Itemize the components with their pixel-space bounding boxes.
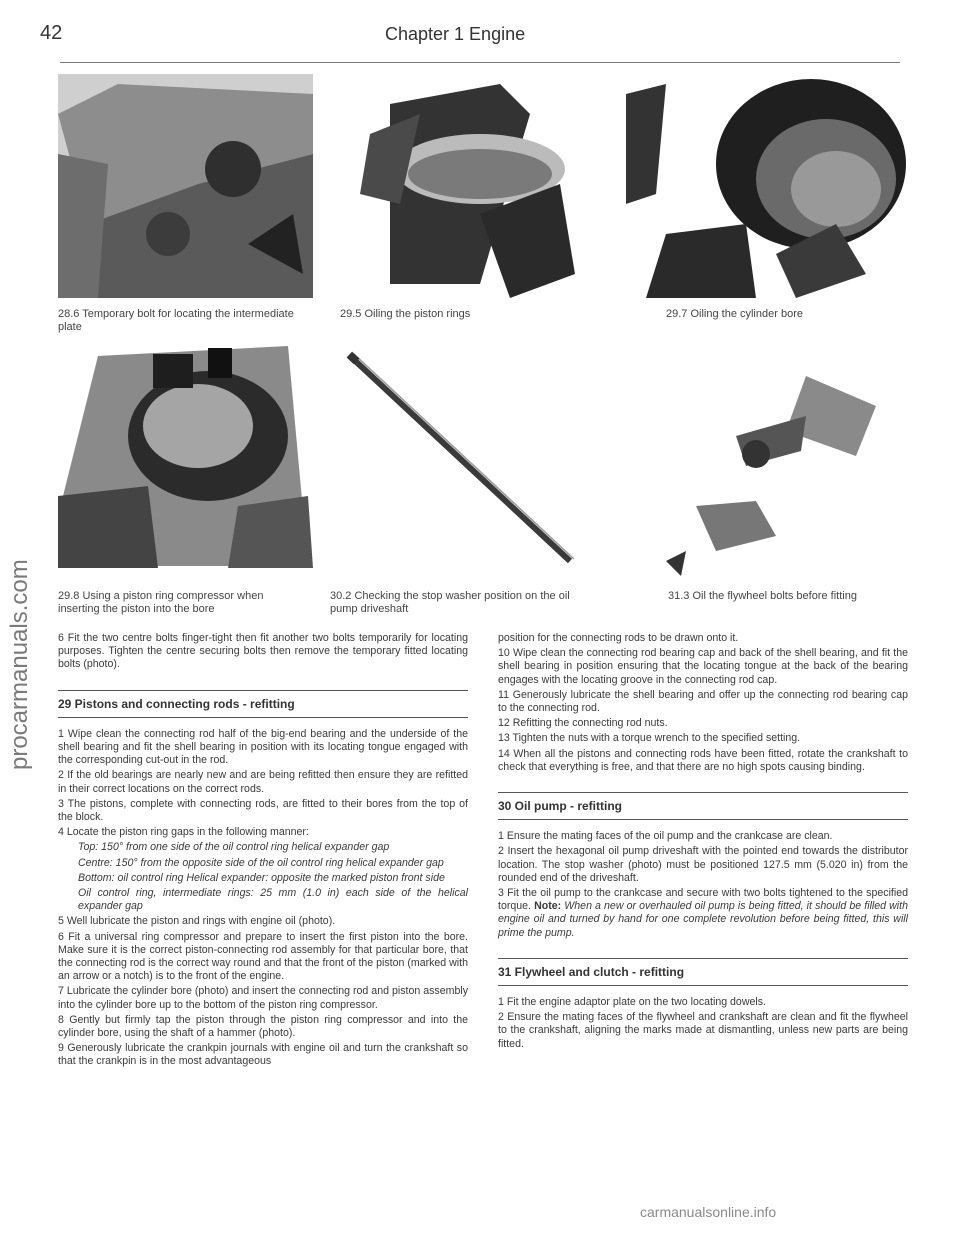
section-30-heading: 30 Oil pump - refitting — [498, 792, 908, 820]
paragraph: 12 Refitting the connecting rod nuts. — [498, 717, 668, 730]
paragraph: position for the connecting rods to be drawn onto it. — [498, 632, 739, 644]
paragraph: 8 Gently but firmly tap the piston through the piston ring compressor and into the cylinder bore, using the shaft of a hammer (photo). — [58, 1013, 468, 1040]
paragraph: 3 The pistons, complete with connecting rods, are fitted to their bores from the top of the block. — [58, 797, 468, 824]
paragraph: 4 Locate the piston ring gaps in the following manner: — [58, 826, 309, 839]
note-text: When a new or overhauled oil pump is being fitted, it should be filled with engine oil and turned by hand for one complete revolution before being fitted, this will prime the pump. — [498, 900, 908, 939]
note-label: Note: — [534, 900, 562, 913]
photo-29-7 — [626, 74, 908, 298]
paragraph — [498, 887, 908, 940]
paragraph: 11 Generously lubricate the shell bearing and offer up the connecting rod bearing cap to the connecting rod. — [498, 688, 908, 715]
footer-watermark: carmanualsonline.info — [640, 1204, 777, 1220]
paragraph: 14 When all the pistons and connecting rods have been fitted, rotate the crankshaft to check that everything is free, and that there are no high spots causing binding. — [498, 747, 908, 773]
photo-30-2 — [330, 336, 602, 576]
caption-29-5: 29.5 Oiling the piston rings — [340, 308, 471, 320]
caption-29-7: 29.7 Oiling the cylinder bore — [666, 308, 803, 320]
paragraph-28-6: 6 Fit the two centre bolts finger-tight then fit another two bolts temporarily for locating purposes. Tighten the centre securing bolts then remove the temporary fitted locating bolts (photo). — [58, 632, 468, 671]
paragraph-text: 3 Fit the oil pump to the crankcase and secure with two bolts tightened to the specified torque. — [498, 887, 908, 913]
ring-gap-item: Centre: 150° from the opposite side of the oil control ring helical expander gap — [78, 856, 444, 869]
paragraph: 1 Ensure the mating faces of the oil pump and the crankcase are clean. — [498, 830, 833, 843]
paragraph: 5 Well lubricate the piston and rings with engine oil (photo). — [58, 915, 336, 928]
ring-gap-item: Bottom: oil control ring Helical expander: opposite the marked piston front side — [78, 871, 445, 884]
caption-28-6: 28.6 Temporary bolt for locating the intermediate plate — [58, 308, 294, 333]
paragraph: 6 Fit a universal ring compressor and prepare to insert the first piston into the bore. Make sure it is the correct piston-connecting rod assembly for that particular bore, that the connecting rod is the correct way round and that the front of the piston (marked with an arrow or a notch) is to the front of the engine. — [58, 930, 468, 983]
caption-29-8: 29.8 Using a piston ring compressor when inserting the piston into the bore — [58, 590, 264, 615]
paragraph: 2 Insert the hexagonal oil pump driveshaft with the pointed end towards the distributor location. The stop washer (photo) must be positioned 127.5 mm (5.020 in) from the rounded end of the driveshaft. — [498, 845, 908, 884]
side-watermark: procarmanuals.com — [6, 559, 33, 770]
section-29-heading: 29 Pistons and connecting rods - refitting — [58, 690, 468, 718]
ring-gap-list — [58, 841, 468, 913]
right-column — [498, 632, 908, 1053]
page-number: 42 — [40, 22, 63, 44]
caption-30-2: 30.2 Checking the stop washer position on the oil pump driveshaft — [330, 590, 570, 615]
paragraph: 9 Generously lubricate the crankpin journals with engine oil and turn the crankshaft so that the crankpin is in the most advantageous — [58, 1042, 468, 1068]
ring-gap-item: Top: 150° from one side of the oil control ring helical expander gap — [78, 841, 390, 854]
photo-29-8 — [58, 336, 313, 568]
header-rule — [60, 62, 900, 63]
paragraph: 2 If the old bearings are nearly new and are being refitted then ensure they are refitted in their correct locations on the correct rods. — [58, 769, 468, 795]
photo-31-3 — [626, 336, 908, 576]
paragraph: 13 Tighten the nuts with a torque wrench to the specified setting. — [498, 732, 801, 745]
photo-29-5 — [330, 74, 602, 298]
caption-31-3: 31.3 Oil the flywheel bolts before fitting — [668, 590, 857, 602]
photo-28-6 — [58, 74, 313, 298]
section-31-heading: 31 Flywheel and clutch - refitting — [498, 958, 908, 986]
paragraph: 7 Lubricate the cylinder bore (photo) and insert the connecting rod and piston assembly into the cylinder bore up to the bottom of the piston ring compressor. — [58, 985, 468, 1011]
paragraph: 1 Wipe clean the connecting rod half of the big-end bearing and the underside of the shell bearing and fit the shell bearing in position with its locating tongue engaged with the corresponding cut-out in the rod. — [58, 727, 468, 767]
ring-gap-item: Oil control ring, intermediate rings: 25 mm (1.0 in) each side of the helical expander gap — [78, 887, 468, 913]
paragraph: 2 Ensure the mating faces of the flywheel and crankshaft are clean and fit the flywheel to the crankshaft, aligning the marks made at dismantling, unless new parts are being fitted. — [498, 1011, 908, 1050]
paragraph: 10 Wipe clean the connecting rod bearing cap and back of the shell bearing, and fit the shell bearing in position ensuring that the locating tongue at the back of the bearing engages with the locating groove in the connecting rod cap. — [498, 647, 908, 686]
paragraph: 1 Fit the engine adaptor plate on the two locating dowels. — [498, 996, 766, 1009]
left-column — [58, 632, 468, 1071]
running-title: Chapter 1 Engine — [385, 24, 526, 44]
